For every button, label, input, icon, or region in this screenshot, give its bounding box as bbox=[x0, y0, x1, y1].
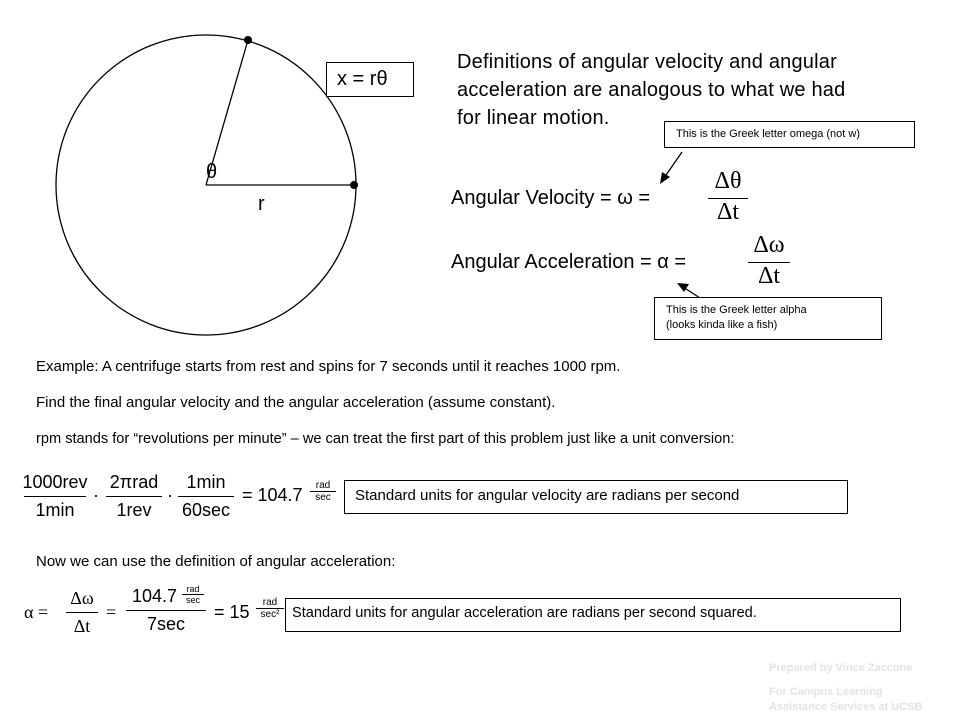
omega-pointer-arrowhead bbox=[660, 172, 670, 184]
acceleration-numerator: Δω bbox=[753, 232, 785, 258]
conversion-f1-den: 1min bbox=[35, 500, 75, 520]
acceleration-equation bbox=[24, 584, 284, 640]
acceleration-calc-f2-unit bbox=[182, 584, 204, 605]
conversion-f3-bar bbox=[178, 496, 234, 497]
intro-text bbox=[457, 48, 845, 132]
conversion-f2-num: 2πrad bbox=[109, 472, 159, 492]
point-top bbox=[244, 36, 252, 44]
conversion-dot-1: · bbox=[93, 485, 99, 505]
watermark-line-1: Prepared by Vince Zaccone bbox=[769, 662, 913, 674]
acceleration-calc-f1-bar bbox=[66, 612, 98, 613]
conversion-dot-2: · bbox=[167, 485, 173, 505]
alpha-note-line-2: (looks kinda like a fish) bbox=[666, 319, 778, 331]
acceleration-calc-result: = 15 bbox=[214, 602, 250, 622]
angular-acceleration-label: Angular Acceleration = α = bbox=[451, 251, 687, 273]
acceleration-calc-unit-num: rad bbox=[262, 597, 278, 608]
acceleration-alpha: α = bbox=[24, 602, 49, 622]
angular-velocity-label: Angular Velocity = ω = bbox=[451, 187, 651, 209]
conversion-f2-bar bbox=[106, 496, 162, 497]
acceleration-calc-f2-unit-den: sec bbox=[185, 595, 200, 605]
example-line-2: Find the final angular velocity and the angular acceleration (assume constant). bbox=[36, 394, 556, 411]
watermark-line-3: Assistance Services at UCSB bbox=[769, 701, 923, 713]
watermark bbox=[769, 661, 922, 715]
conversion-unit-den: sec bbox=[315, 492, 331, 503]
watermark-line-2: For Campus Learning bbox=[769, 686, 883, 698]
velocity-fraction bbox=[706, 168, 750, 226]
acceleration-calc-f1-den: Δt bbox=[73, 616, 91, 636]
conversion-f2-den: 1rev bbox=[116, 500, 152, 520]
point-right bbox=[350, 181, 358, 189]
acceleration-calc-f2-unit-num: rad bbox=[186, 584, 200, 594]
omega-note: This is the Greek letter omega (not w) bbox=[676, 128, 861, 140]
acceleration-calc-fraction-1 bbox=[64, 588, 100, 637]
acceleration-calc-unit-den: sec² bbox=[260, 609, 280, 620]
angle-label: θ bbox=[206, 161, 218, 183]
conversion-f1-num: 1000rev bbox=[22, 472, 88, 492]
conversion-unit-num: rad bbox=[315, 480, 331, 491]
conversion-f1-bar bbox=[24, 496, 86, 497]
conversion-f3-den: 60sec bbox=[181, 500, 231, 520]
acceleration-denominator: Δt bbox=[757, 263, 781, 289]
example-line-1: Example: A centrifuge starts from rest and spins for 7 seconds until it reaches 1000 rpm. bbox=[36, 358, 621, 375]
acceleration-calc-f2-num: 104.7 bbox=[132, 586, 178, 606]
intro-line-1: Definitions of angular velocity and angular bbox=[457, 51, 837, 73]
conversion-unit bbox=[310, 480, 336, 503]
intro-line-2: acceleration are analogous to what we had bbox=[457, 79, 846, 101]
omega-pointer-arrow bbox=[664, 152, 682, 178]
acceleration-calc-f2-bar bbox=[126, 610, 206, 611]
example-line-4: Now we can use the definition of angular acceleration: bbox=[36, 553, 396, 570]
omega-note-box bbox=[664, 121, 915, 148]
alpha-pointer-arrowhead bbox=[677, 283, 689, 292]
acceleration-units-box bbox=[285, 598, 901, 632]
acceleration-calc-eq: = bbox=[106, 602, 117, 622]
velocity-numerator: Δθ bbox=[714, 168, 742, 194]
acceleration-calc-f1-num: Δω bbox=[70, 588, 94, 608]
intro-line-3: for linear motion. bbox=[457, 107, 610, 129]
velocity-denominator: Δt bbox=[716, 199, 740, 225]
conversion-fraction-3 bbox=[176, 472, 236, 521]
arc-formula: x = rθ bbox=[337, 68, 388, 90]
alpha-note-line-1: This is the Greek letter alpha bbox=[666, 304, 807, 316]
conversion-fraction-1 bbox=[22, 472, 88, 521]
example-line-3: rpm stands for “revolutions per minute” – we can treat the first part of this problem just like a unit conversion: bbox=[36, 431, 735, 447]
velocity-units-note: Standard units for angular velocity are radians per second bbox=[355, 487, 740, 504]
arc-formula-box bbox=[326, 62, 414, 97]
conversion-f3-num: 1min bbox=[186, 472, 226, 492]
acceleration-calc-fraction-2 bbox=[124, 584, 208, 635]
conversion-fraction-2 bbox=[104, 472, 164, 521]
conversion-equation bbox=[22, 472, 342, 522]
velocity-units-box bbox=[344, 480, 848, 514]
radius-label: r bbox=[258, 193, 265, 215]
alpha-note-box bbox=[654, 297, 882, 340]
acceleration-fraction bbox=[746, 232, 792, 290]
acceleration-calc-unit bbox=[256, 597, 284, 620]
acceleration-units-note: Standard units for angular acceleration are radians per second squared. bbox=[292, 605, 757, 621]
conversion-result: = 104.7 bbox=[242, 485, 303, 505]
acceleration-calc-f2-num-row bbox=[124, 584, 208, 606]
acceleration-calc-f2-den: 7sec bbox=[146, 614, 186, 634]
